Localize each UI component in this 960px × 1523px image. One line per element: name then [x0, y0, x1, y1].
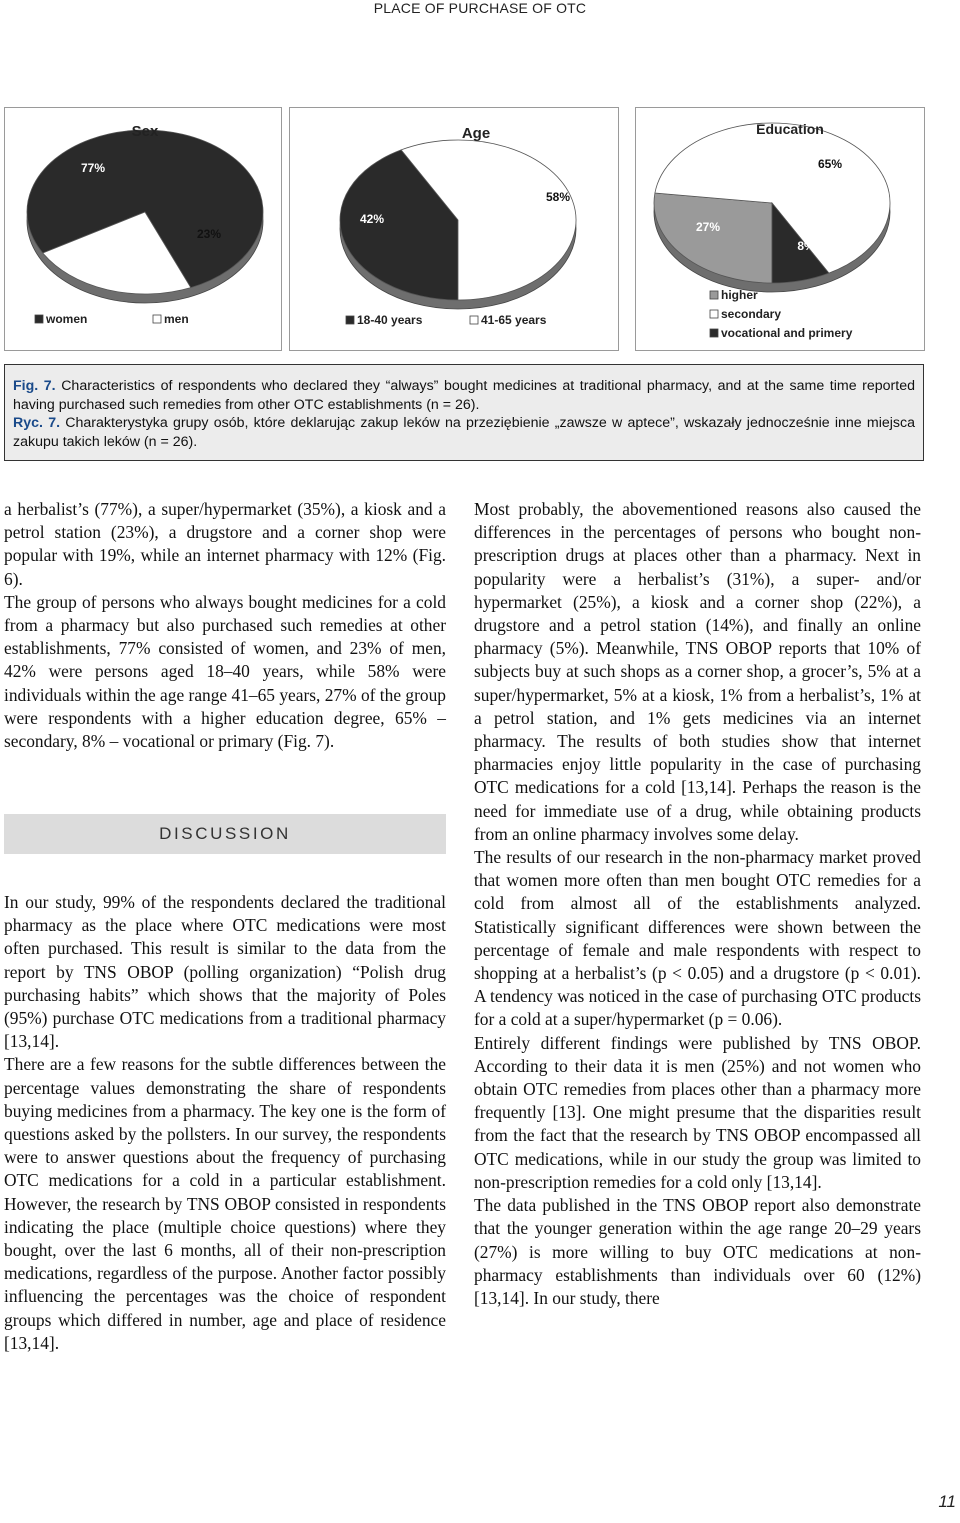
right-column	[474, 498, 921, 1310]
legend-swatch	[346, 316, 354, 324]
caption-english	[13, 377, 915, 414]
paragraph: There are a few reasons for the subtle differences between the percentage values demonstrating the share of respondents buying medicines from a pharmacy. The key one is the form of questions asked by the pollsters. In our survey, the respondents were to answer questions about the frequency of purchasing OTC medications for a cold in a particular establishment. However, the research by TNS OBOP consisted in respondents indicating the place (multiple choice questions) where they bought, over the last 6 months, all of their non-prescription medications, regardless of the purpose. Another factor possibly influencing the percentages was the choice of respondent groups which differed in number, age and place of residence [13,14].	[4, 1054, 446, 1353]
paragraph: The results of our research in the non-pharmacy market proved that women more often than men bought OTC remedies for a cold from almost all of the establishments analyzed. Statistically significant differences were shown between the percentage of female and male respondents with respect to shopping at a herbalist’s (p < 0.05) and a drugstore (p < 0.01). A tendency was noticed in the case of purchasing OTC products for a cold at a super/hypermarket (p = 0.06).	[474, 847, 921, 1030]
legend-swatch	[35, 315, 43, 323]
caption-polish	[13, 414, 915, 451]
caption-english-label: Fig. 7.	[13, 378, 56, 394]
legend-swatch	[710, 329, 718, 337]
pie-data-label: 8%	[797, 239, 815, 253]
legend-label: 18-40 years	[357, 313, 423, 327]
chart-title: Education	[756, 121, 824, 137]
legend-swatch	[470, 316, 478, 324]
pie-chart-sex	[5, 108, 283, 352]
pie-data-label: 58%	[545, 190, 571, 204]
legend-swatch	[710, 291, 718, 299]
pie-data-label: 77%	[80, 161, 106, 175]
pie-chart-age	[290, 108, 620, 352]
left-column-bottom	[4, 891, 446, 1355]
paragraph: Most probably, the abovementioned reasons also caused the differences in the percentages of persons who bought non-prescription drugs at places other than a pharmacy. Next in popularity were a herbalist’s (31%), a super- and/or hypermarket (25%), a kiosk and a corner shop (22%), a drugstore and a petrol station (14%), and finally an online pharmacy (5%). Meanwhile, TNS OBOP reports that 10% of subjects buy at such shops as a corner shop, a grocer’s, 5% at a super/hypermarket, 5% at a kiosk, 1% from a herbalist’s, 1% at a petrol station, and 1% gets medicines via an internet pharmacy. The results of both studies show that internet pharmacies enjoy little popularity in the case of purchasing OTC medications for a cold [13,14]. Perhaps the reason is the need for immediate use of a drug, while obtaining products from an online pharmacy involves some delay.	[474, 499, 921, 844]
legend-label: women	[46, 312, 88, 326]
pie-chart-education	[636, 108, 926, 352]
pie-slice-higher	[654, 193, 772, 283]
legend-label: secondary	[721, 307, 782, 321]
paragraph: Entirely different findings were published by TNS OBOP. According to their data it is men (25%) and not women who obtain OTC remedies from places other than a pharmacy more frequently [13]. One might presume that the disparities result from the fact that the research by TNS OBOP encompassed all OTC medications, while in our study the group was limited to non-prescription remedies for a cold only [13,14].	[474, 1032, 921, 1192]
chart-title: Sex	[131, 123, 159, 140]
paragraph: The data published in the TNS OBOP report also demonstrate that the younger generation within the age range 20–29 years (27%) is more willing to buy OTC medications at non-pharmacy establishments than individuals over 60 (12%) [13,14]. In our study, there	[474, 1195, 921, 1308]
left-column-top	[4, 498, 446, 753]
caption-english-text: Characteristics of respondents who declared they “always” bought medicines at traditional pharmacy, and at the same time reported having purchased such remedies from other OTC establishments (n = 26).	[13, 378, 915, 413]
chart-panel-sex	[4, 107, 282, 351]
legend-label: men	[164, 312, 189, 326]
pie-data-label: 23%	[196, 227, 222, 241]
paragraph: a herbalist’s (77%), a super/hypermarket (35%), a kiosk and a petrol station (23%), a drugstore and a corner shop were popular with 19%, while an internet pharmacy with 12% (Fig. 6).	[4, 499, 446, 589]
chart-panel-education	[635, 107, 925, 351]
chart-title: Age	[461, 125, 491, 142]
legend-label: higher	[721, 288, 758, 302]
legend-swatch	[153, 315, 161, 323]
figure-caption	[4, 364, 924, 461]
legend-label: vocational and primery	[721, 326, 853, 340]
legend-label: 41-65 years	[481, 313, 547, 327]
paragraph: The group of persons who always bought medicines for a cold from a pharmacy but also purchased such remedies at other establishments, 77% consisted of women, and 23% of men, 42% were persons aged 18–40 years, while 58% were individuals within the age range 41–65 years, 27% of the group were respondents with a higher education degree, 65% – secondary, 8% – vocational or primary (Fig. 7).	[4, 591, 446, 752]
pie-data-label: 65%	[817, 157, 843, 171]
chart-panel-age	[289, 107, 619, 351]
section-heading-discussion: DISCUSSION	[4, 814, 446, 854]
caption-polish-label: Ryc. 7.	[13, 415, 61, 431]
pie-data-label: 27%	[695, 220, 721, 234]
pie-data-label: 42%	[359, 212, 385, 226]
page-number: 11	[938, 1492, 956, 1511]
caption-polish-text: Charakterystyka grupy osób, które deklarując zakup leków na przeziębienie „zawsze w aptece”, wskazały jednocześnie inne miejsca zakupu takich leków (n = 26).	[13, 415, 916, 450]
running-head: PLACE OF PURCHASE OF OTC	[373, 0, 587, 16]
legend-swatch	[710, 310, 718, 318]
paragraph: In our study, 99% of the respondents declared the traditional pharmacy as the place where OTC medications were most often purchased. This result is similar to the data from the report by TNS OBOP (polling organization) “Polish drug purchasing habits” which shows that the majority of Poles (95%) purchase OTC medications from a traditional pharmacy [13,14].	[4, 892, 446, 1052]
